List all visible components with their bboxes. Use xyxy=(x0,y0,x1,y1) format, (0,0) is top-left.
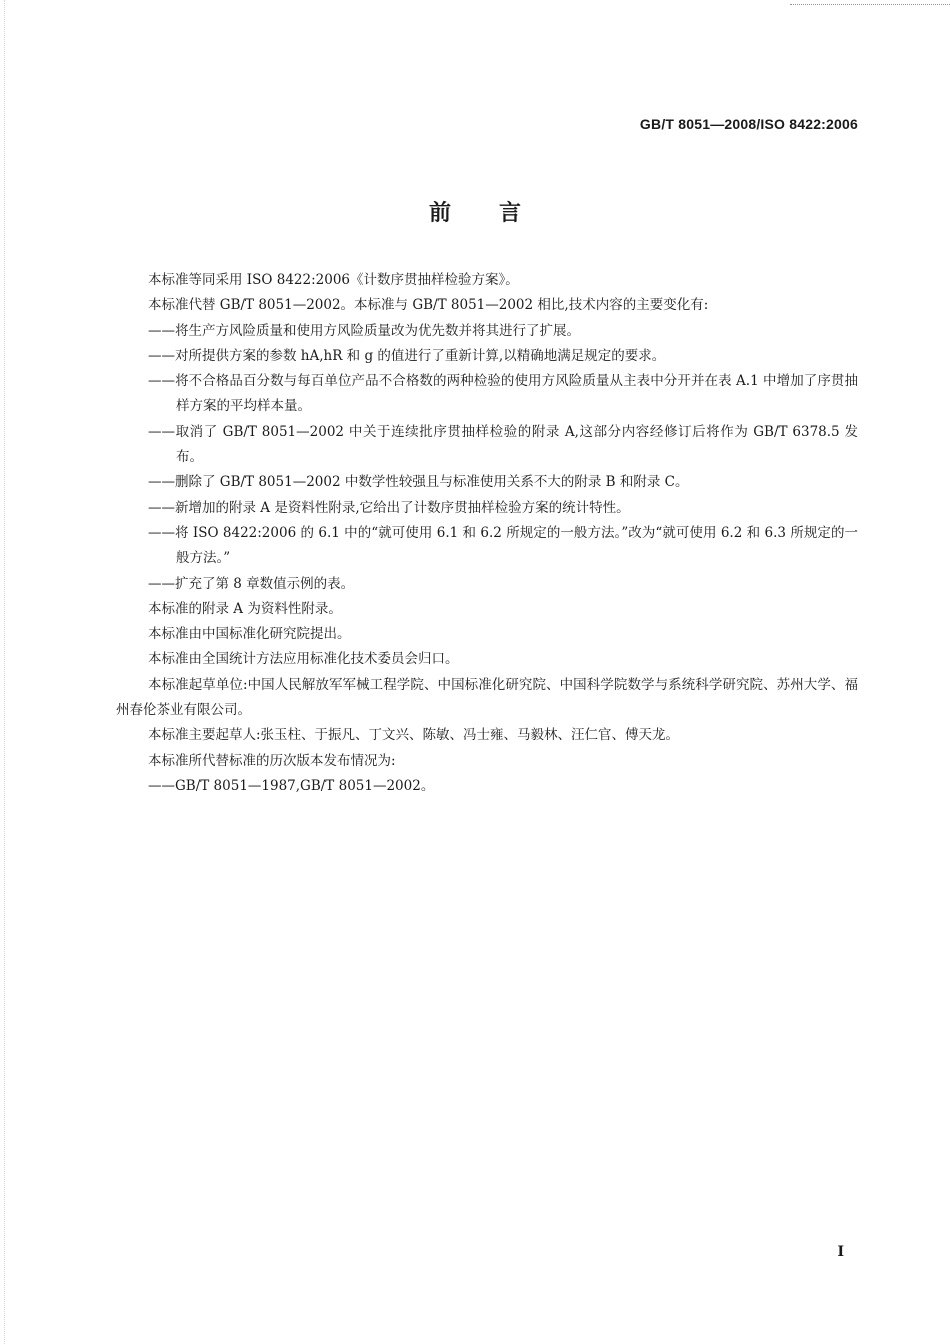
paragraph-drafting-units: 本标准起草单位:中国人民解放军军械工程学院、中国标准化研究院、中国科学院数学与系统科学研究院、苏州大学、福州春伦茶业有限公司。 xyxy=(116,676,858,719)
paragraph-drafters: 本标准主要起草人:张玉柱、于振凡、丁文兴、陈敏、冯士雍、马毅林、汪仁官、傅天龙。 xyxy=(148,727,680,744)
change-item-clause-6-1: ——将 ISO 8422:2006 的 6.1 中的“就可使用 6.1 和 6.2 所规定的一般方法。”改为“就可使用 6.2 和 6.3 所规定的一般方法。” xyxy=(148,524,858,567)
change-item-annex-a-removed: ——取消了 GB/T 8051—2002 中关于连续批序贯抽样检验的附录 A,这部分内容经修订后将作为 GB/T 6378.5 发布。 xyxy=(148,423,858,466)
foreword-body xyxy=(116,268,858,799)
change-item-risk-quality: ——将生产方风险质量和使用方风险质量改为优先数并将其进行了扩展。 xyxy=(148,322,580,339)
page-number: I xyxy=(837,1244,844,1260)
change-item-table-a1: ——将不合格品百分数与每百单位产品不合格数的两种检验的使用方风险质量从主表中分开并在表 A.1 中增加了序贯抽样方案的平均样本量。 xyxy=(148,373,858,415)
paragraph-previous-editions: 本标准所代替标准的历次版本发布情况为: xyxy=(148,752,396,769)
paragraph-adoption: 本标准等同采用 ISO 8422:2006《计数序贯抽样检验方案》。 xyxy=(148,272,519,288)
change-item-annex-bc-removed: ——删除了 GB/T 8051—2002 中数学性较强且与标准使用关系不大的附录 B 和附录 C。 xyxy=(148,474,689,491)
paragraph-committee: 本标准由全国统计方法应用标准化技术委员会归口。 xyxy=(148,651,459,668)
standard-code: GB/T 8051—2008/ISO 8422:2006 xyxy=(639,116,858,132)
change-item-chapter-8: ——扩充了第 8 章数值示例的表。 xyxy=(148,575,355,592)
change-item-new-annex-a: ——新增加的附录 A 是资料性附录,它给出了计数序贯抽样检验方案的统计特性。 xyxy=(148,499,630,516)
paragraph-annex: 本标准的附录 A 为资料性附录。 xyxy=(148,600,342,617)
paragraph-proposer: 本标准由中国标准化研究院提出。 xyxy=(148,626,351,643)
change-item-parameters: ——对所提供方案的参数 hA,hR 和 g 的值进行了重新计算,以精确地满足规定的要求。 xyxy=(148,347,666,364)
previous-editions-list: ——GB/T 8051—1987,GB/T 8051—2002。 xyxy=(148,777,435,794)
scan-edge-line xyxy=(790,4,950,5)
page-title: 前言 xyxy=(428,201,569,226)
paragraph-replaces: 本标准代替 GB/T 8051—2002。本标准与 GB/T 8051—2002 相比,技术内容的主要变化有: xyxy=(148,297,709,314)
